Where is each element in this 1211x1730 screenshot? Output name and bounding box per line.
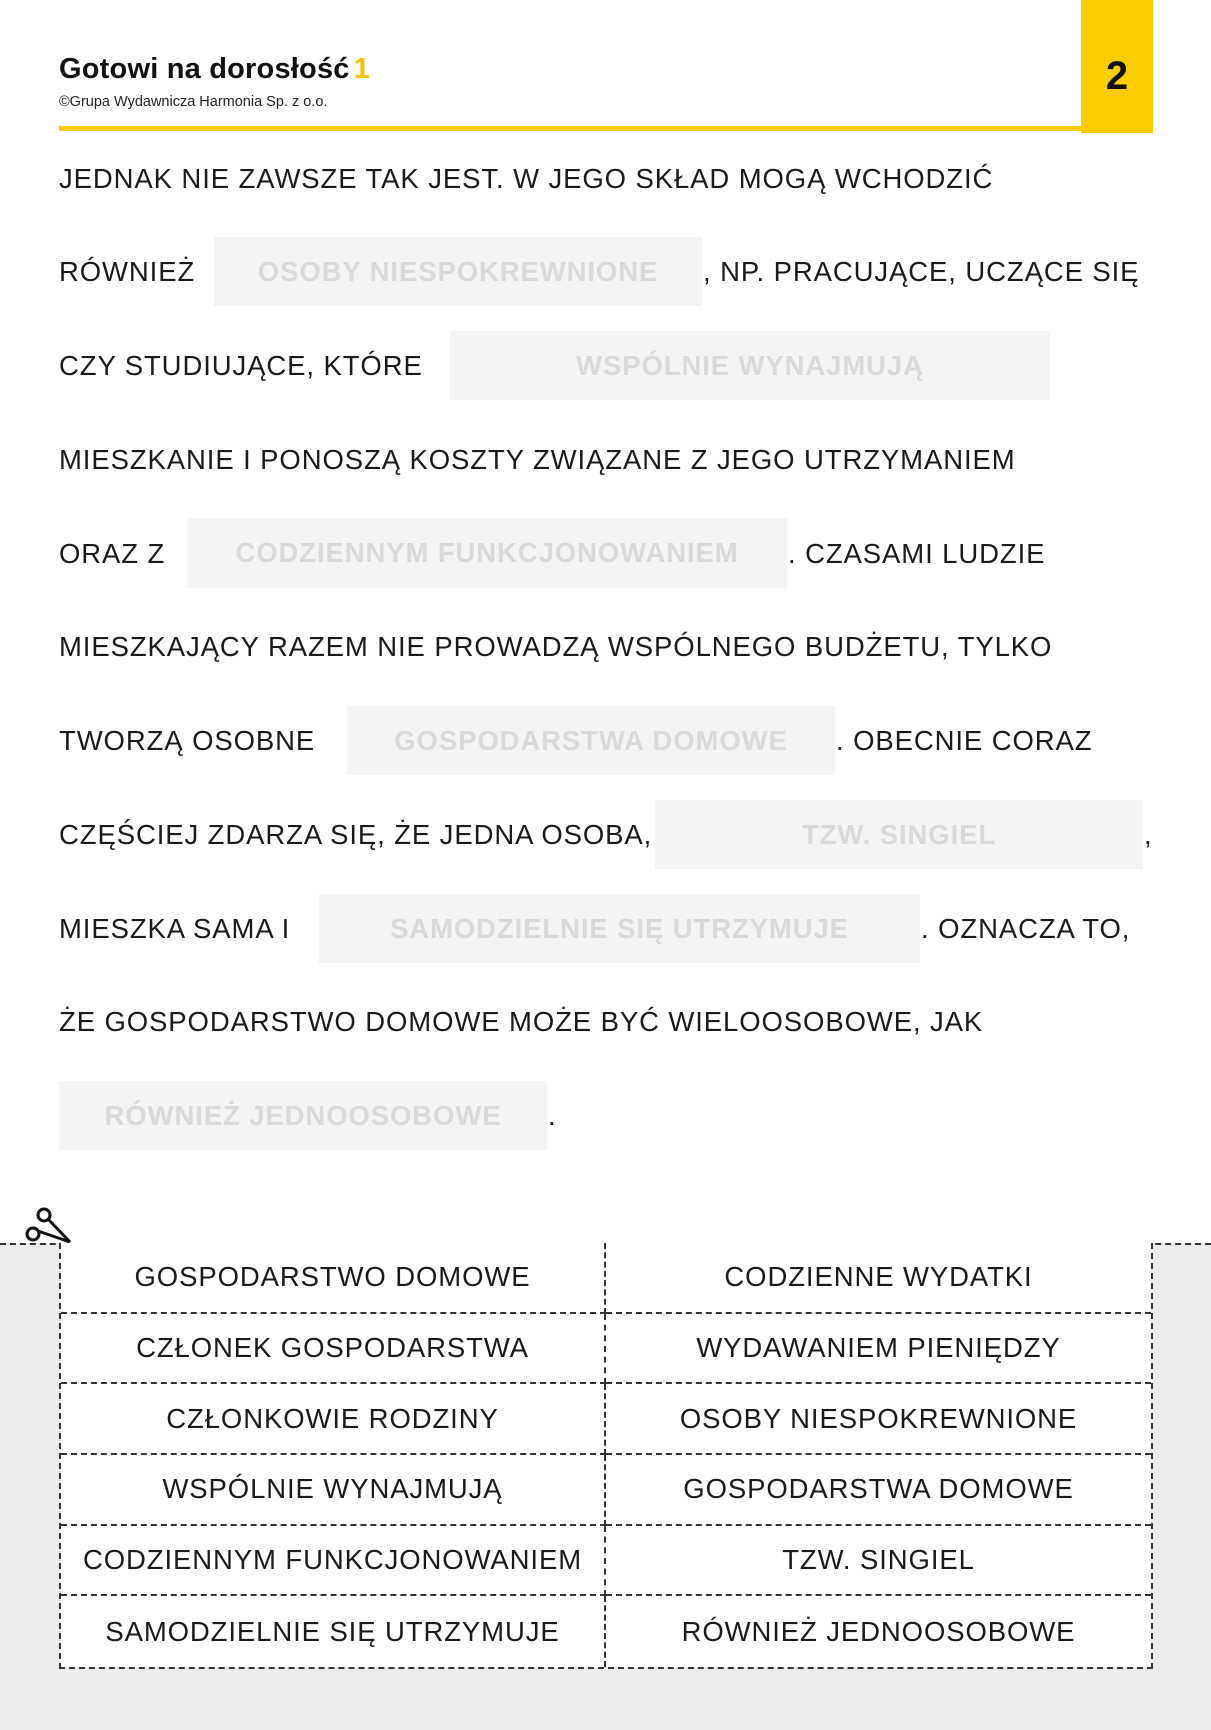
word-card[interactable]: RÓWNIEŻ JEDNOOSOBOWE <box>606 1596 1151 1667</box>
passage-line-4: MIESZKANIE I PONOSZĄ KOSZTY ZWIĄZANE Z JEGO UTRZYMANIEM <box>59 444 1016 475</box>
word-card[interactable]: WYDAWANIEM PIENIĘDZY <box>606 1314 1151 1385</box>
word-card[interactable]: SAMODZIELNIE SIĘ UTRZYMUJE <box>61 1596 606 1667</box>
passage-line-5-start: ORAZ Z <box>59 538 166 569</box>
word-card[interactable]: CODZIENNYM FUNKCJONOWANIEM <box>61 1526 606 1597</box>
page-number: 2 <box>1105 54 1129 98</box>
passage-line-5-end: . CZASAMI LUDZIE <box>788 538 1046 569</box>
title-text: Gotowi na dorosłość <box>59 53 350 85</box>
answer-blank-3[interactable]: CODZIENNYM FUNKCJONOWANIEM <box>187 518 787 588</box>
passage-line-6: MIESZKAJĄCY RAZEM NIE PROWADZĄ WSPÓLNEGO BUDŻETU, TYLKO <box>59 631 1053 662</box>
passage-line-9-start: MIESZKA SAMA I <box>59 913 291 944</box>
word-card[interactable]: TZW. SINGIEL <box>606 1526 1151 1597</box>
passage-line-1: JEDNAK NIE ZAWSZE TAK JEST. W JEGO SKŁAD MOGĄ WCHODZIĆ <box>59 163 994 194</box>
passage-line-10: ŻE GOSPODARSTWO DOMOWE MOŻE BYĆ WIELOOSOBOWE, JAK <box>59 1006 984 1037</box>
word-card[interactable]: CZŁONEK GOSPODARSTWA <box>61 1314 606 1385</box>
passage-line-7-end: . OBECNIE CORAZ <box>836 725 1093 756</box>
passage-line-2-start: RÓWNIEŻ <box>59 256 196 287</box>
title-number: 1 <box>353 53 370 85</box>
scissors-icon <box>24 1206 74 1246</box>
word-card[interactable]: OSOBY NIESPOKREWNIONE <box>606 1384 1151 1455</box>
answer-blank-5[interactable]: TZW. SINGIEL <box>655 800 1143 869</box>
passage-line-2-end: , NP. PRACUJĄCE, UCZĄCE SIĘ <box>703 256 1140 287</box>
passage-line-8-end: , <box>1144 819 1153 850</box>
word-card[interactable]: GOSPODARSTWA DOMOWE <box>606 1455 1151 1526</box>
word-card[interactable]: CZŁONKOWIE RODZINY <box>61 1384 606 1455</box>
passage-line-3-start: CZY STUDIUJĄCE, KTÓRE <box>59 350 423 381</box>
word-card[interactable]: GOSPODARSTWO DOMOWE <box>61 1243 606 1314</box>
answer-blank-2[interactable]: WSPÓLNIE WYNAJMUJĄ <box>450 331 1050 400</box>
page-number-badge <box>1081 0 1153 133</box>
passage-line-7-start: TWORZĄ OSOBNE <box>59 725 316 756</box>
word-card[interactable]: CODZIENNE WYDATKI <box>606 1243 1151 1314</box>
answer-blank-1[interactable]: OSOBY NIESPOKREWNIONE <box>214 237 702 306</box>
answer-blank-6[interactable]: SAMODZIELNIE SIĘ UTRZYMUJE <box>319 894 920 963</box>
worksheet-title <box>59 53 370 86</box>
answer-blank-7[interactable]: RÓWNIEŻ JEDNOOSOBOWE <box>59 1081 547 1150</box>
answer-blank-4[interactable]: GOSPODARSTWA DOMOWE <box>347 706 835 775</box>
word-cards-grid <box>59 1243 1153 1669</box>
passage-line-11-end: . <box>548 1100 557 1131</box>
passage-line-9-end: . OZNACZA TO, <box>921 913 1131 944</box>
word-card[interactable]: WSPÓLNIE WYNAJMUJĄ <box>61 1455 606 1526</box>
copyright-notice: ©Grupa Wydawnicza Harmonia Sp. z o.o. <box>59 94 328 110</box>
passage-line-8-start: CZĘŚCIEJ ZDARZA SIĘ, ŻE JEDNA OSOBA, <box>59 819 653 850</box>
header-divider <box>59 126 1153 131</box>
